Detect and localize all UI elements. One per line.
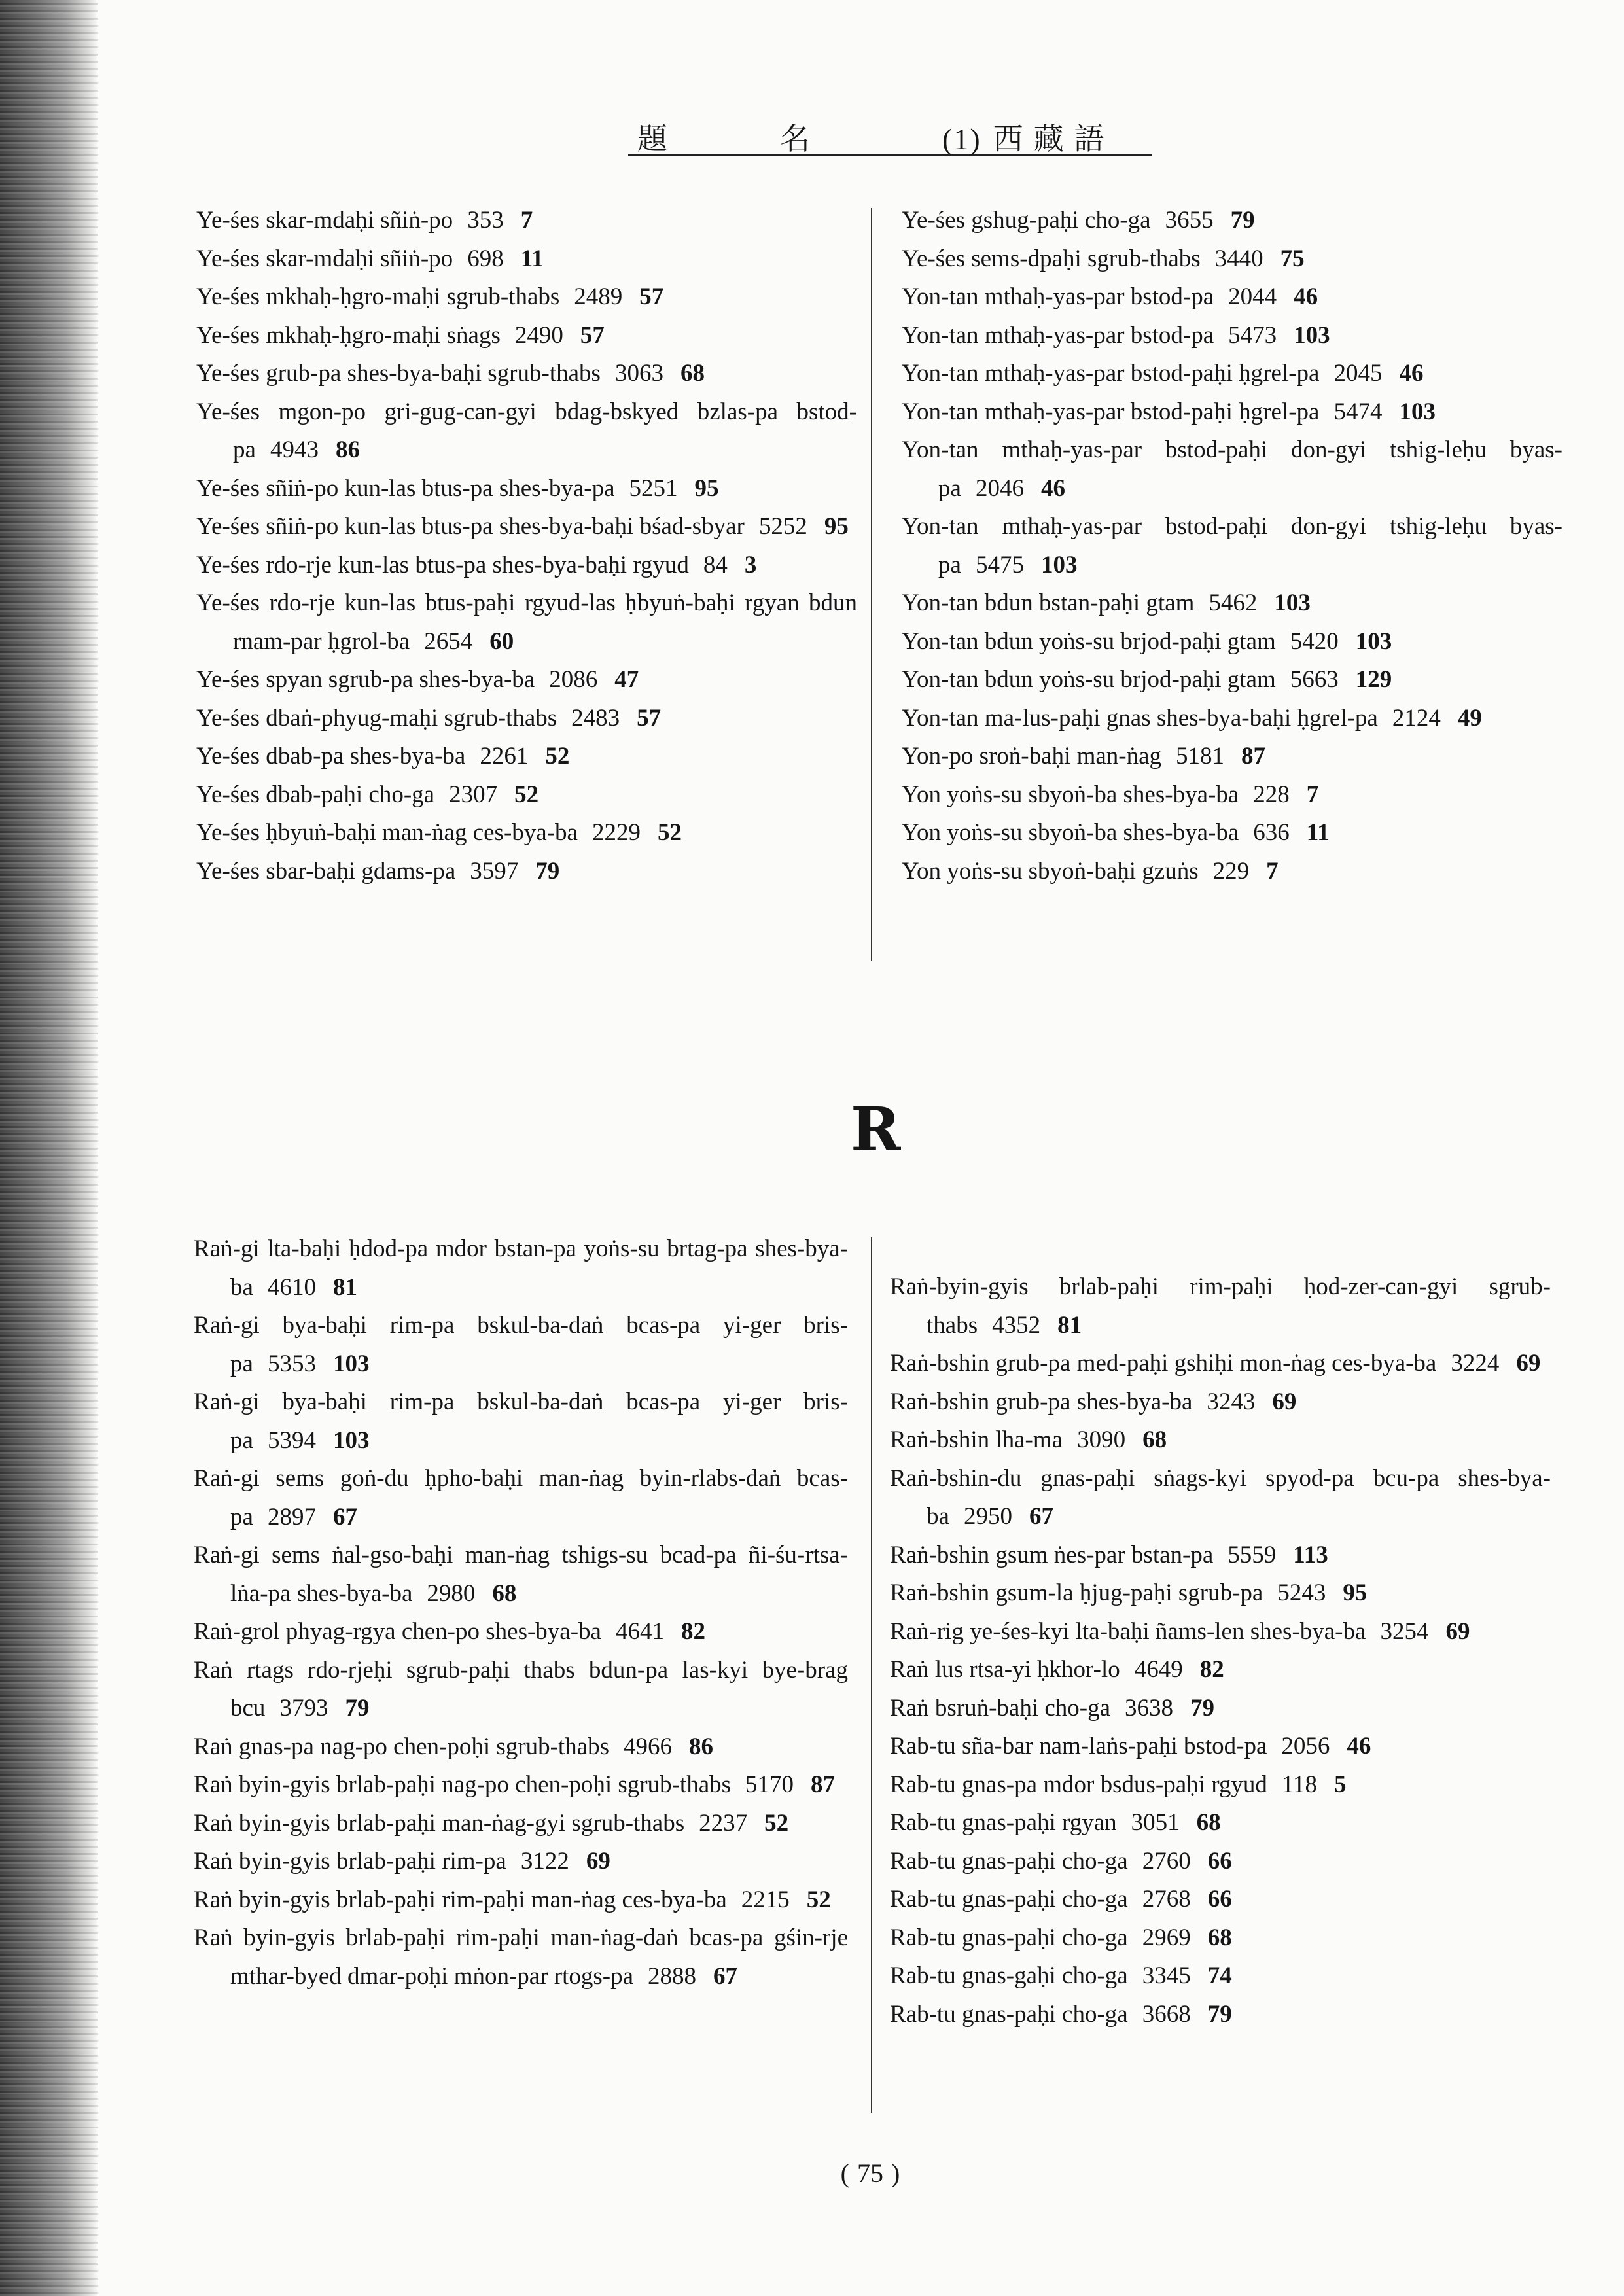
entry-title: Yon-tan mthaḥ-yas-par bstod-paḥi ḥgrel-pa [902, 398, 1320, 425]
entry-catalog-number: 3051 [1131, 1809, 1180, 1836]
entry-page-reference: 52 [657, 819, 682, 846]
entry-page-reference: 46 [1399, 360, 1424, 387]
entry-page-reference: 68 [1142, 1426, 1167, 1453]
index-entry [902, 623, 1562, 662]
entry-catalog-number: 2888 [648, 1962, 697, 1990]
index-entry [196, 355, 857, 393]
entry-title: Yon-tan mthaḥ-yas-par bstod-paḥi ḥgrel-pa [902, 360, 1320, 387]
entry-title: Raṅ byin-gyis brlab-paḥi rim-paḥi man-ṅag-daṅ bcas-pa gśin-rje mthar-byed dmar-poḥi mṅon-par rtogs-pa [194, 1924, 848, 1990]
entry-catalog-number: 5243 [1277, 1580, 1326, 1606]
entry-title: Ye-śes mkhaḥ-ḥgro-maḥi sṅags [196, 321, 501, 349]
entry-title: Raṅ-gi bya-baḥi rim-pa bskul-ba-daṅ bcas-pa yi-ger bris-pa [194, 1388, 848, 1454]
index-entry [196, 240, 857, 279]
entry-page-reference: 103 [332, 1350, 370, 1377]
index-entry [890, 1957, 1551, 1996]
entry-page-reference: 129 [1355, 666, 1392, 693]
entry-page-reference: 69 [1516, 1350, 1541, 1377]
index-entry [194, 1919, 848, 1996]
entry-catalog-number: 698 [467, 245, 504, 272]
entry-catalog-number: 2124 [1392, 704, 1441, 732]
entry-page-reference: 103 [332, 1426, 370, 1454]
entry-catalog-number: 5663 [1290, 666, 1339, 693]
entry-title: Rab-tu gnas-paḥi cho-ga [890, 1886, 1128, 1913]
entry-title: Raṅ-bshin grub-pa med-paḥi gshiḥi mon-ṅag ces-bya-ba [890, 1350, 1437, 1377]
index-entry [902, 317, 1562, 355]
entry-page-reference: 7 [1306, 781, 1319, 808]
entry-title: Ye-śes gshug-paḥi cho-ga [902, 207, 1151, 234]
entry-title: Rab-tu gnas-paḥi cho-ga [890, 2000, 1128, 2028]
entry-catalog-number: 2229 [591, 819, 641, 846]
entry-page-reference: 11 [520, 245, 544, 272]
index-entry [890, 1268, 1551, 1345]
index-entry [194, 1766, 848, 1805]
entry-title: Raṅ bsruṅ-baḥi cho-ga [890, 1694, 1111, 1722]
entry-catalog-number: 3597 [470, 857, 519, 885]
index-entry [194, 1805, 848, 1843]
entry-title: Yon-tan mthaḥ-yas-par bstod-paḥi don-gyi tshig-leḥu byas-pa [902, 436, 1562, 502]
entry-title: Yon yoṅs-su sbyoṅ-ba shes-bya-ba [902, 781, 1239, 808]
entry-catalog-number: 4610 [267, 1273, 316, 1301]
entry-catalog-number: 2768 [1142, 1886, 1191, 1913]
entry-page-reference: 95 [694, 474, 719, 502]
index-entry [890, 1536, 1551, 1575]
entry-catalog-number: 3224 [1451, 1350, 1500, 1377]
entry-page-reference: 86 [689, 1733, 713, 1760]
index-entry [890, 1613, 1551, 1651]
entry-title: Ye-śes sñiṅ-po kun-las btus-pa shes-bya-baḥi bśad-sbyar [196, 513, 745, 540]
entry-title: Raṅ-gi sems goṅ-du ḥpho-baḥi man-ṅag byin-rlabs-daṅ bcas-pa [194, 1465, 848, 1530]
entry-title: Raṅ byin-gyis brlab-paḥi nag-po chen-poḥi sgrub-thabs [194, 1771, 732, 1798]
entry-title: Ye-śes sems-dpaḥi sgrub-thabs [902, 245, 1201, 272]
header-language: 西藏語 [993, 122, 1115, 156]
entry-catalog-number: 5473 [1228, 321, 1277, 349]
entry-title: Raṅ-gi sems ṅal-gso-baḥi man-ṅag tshigs-su bcad-pa ñi-śu-rtsa-lṅa-pa shes-bya-ba [194, 1542, 848, 1607]
entry-page-reference: 95 [1343, 1580, 1368, 1606]
entry-title: Ye-śes skar-mdaḥi sñiṅ-po [196, 207, 453, 234]
entry-page-reference: 87 [1241, 743, 1266, 769]
entry-catalog-number: 4966 [624, 1733, 672, 1760]
entry-catalog-number: 5394 [267, 1426, 316, 1454]
index-entry [196, 699, 857, 738]
index-entry [196, 584, 857, 661]
entry-page-reference: 69 [1445, 1617, 1470, 1645]
entry-catalog-number: 3638 [1125, 1694, 1174, 1722]
index-entry [902, 661, 1562, 699]
entry-title: Rab-tu gnas-paḥi cho-ga [890, 1847, 1128, 1875]
entry-title: Ye-śes dbaṅ-phyug-maḥi sgrub-thabs [196, 704, 557, 732]
index-entry [196, 508, 857, 546]
entry-page-reference: 57 [637, 704, 662, 732]
entry-catalog-number: 2980 [427, 1580, 476, 1607]
entry-title: Rab-tu gnas-gaḥi cho-ga [890, 1962, 1128, 1989]
entry-title: Ye-śes dbab-pa shes-bya-ba [196, 743, 466, 769]
entry-page-reference: 79 [345, 1695, 370, 1722]
entry-title: Raṅ byin-gyis brlab-paḥi man-ṅag-gyi sgrub-thabs [194, 1809, 685, 1837]
footer-paren-open: ( [840, 2159, 849, 2188]
index-entry [196, 393, 857, 470]
entry-catalog-number: 84 [703, 551, 728, 578]
entry-title: Ye-śes spyan sgrub-pa shes-bya-ba [196, 666, 535, 693]
entry-page-reference: 52 [764, 1809, 789, 1837]
book-spine-shadow [0, 0, 98, 2296]
entry-page-reference: 103 [1355, 627, 1392, 655]
entry-title: Yon-tan bdun bstan-paḥi gtam [902, 590, 1195, 616]
entry-catalog-number: 228 [1253, 781, 1290, 808]
entry-title: Ye-śes mgon-po gri-gug-can-gyi bdag-bskyed bzlas-pa bstod-pa [196, 398, 857, 463]
header-section-number: (1) [942, 122, 981, 156]
index-entry [890, 1881, 1551, 1919]
entry-title: Ye-śes skar-mdaḥi sñiṅ-po [196, 245, 453, 272]
entry-title: Yon-tan bdun yoṅs-su brjod-paḥi gtam [902, 666, 1276, 693]
entry-title: Raṅ-rig ye-śes-kyi lta-baḥi ñams-len shes-bya-ba [890, 1617, 1366, 1645]
entry-page-reference: 68 [1207, 1924, 1232, 1951]
entry-catalog-number: 2950 [963, 1503, 1012, 1530]
index-entry [902, 278, 1562, 317]
entry-page-reference: 82 [680, 1618, 705, 1645]
index-entry [902, 355, 1562, 393]
index-entry [194, 1881, 848, 1920]
entry-catalog-number: 3254 [1380, 1617, 1429, 1645]
entry-title: Ye-śes sbar-baḥi gdams-pa [196, 857, 456, 885]
index-entry [902, 814, 1562, 853]
entry-page-reference: 67 [332, 1503, 357, 1530]
entry-title: Rab-tu gnas-paḥi rgyan [890, 1809, 1117, 1836]
entry-page-reference: 49 [1457, 704, 1482, 732]
entry-page-reference: 3 [744, 551, 757, 578]
index-entry [902, 508, 1562, 584]
entry-page-reference: 103 [1040, 551, 1078, 578]
index-entry [902, 699, 1562, 738]
entry-title: Raṅ-byin-gyis brlab-paḥi rim-paḥi ḥod-zer-can-gyi sgrub-thabs [890, 1273, 1551, 1339]
column-divider-bottom [871, 1237, 872, 2113]
index-entry [890, 1345, 1551, 1383]
entry-catalog-number: 5559 [1227, 1541, 1277, 1568]
index-entry [890, 1919, 1551, 1958]
index-entry [194, 1383, 848, 1460]
entry-catalog-number: 2045 [1333, 360, 1383, 387]
entry-page-reference: 68 [492, 1580, 517, 1607]
entry-page-reference: 75 [1280, 245, 1305, 272]
index-entry [902, 853, 1562, 891]
entry-catalog-number: 4649 [1134, 1656, 1183, 1683]
entry-page-reference: 74 [1207, 1962, 1232, 1989]
entry-catalog-number: 2046 [975, 474, 1024, 502]
entry-catalog-number: 229 [1212, 857, 1250, 885]
entry-page-reference: 46 [1347, 1733, 1371, 1759]
entry-page-reference: 52 [514, 781, 539, 808]
index-entry [890, 1727, 1551, 1766]
entry-catalog-number: 2237 [699, 1809, 748, 1837]
entry-page-reference: 79 [1230, 207, 1255, 234]
running-header [628, 110, 1152, 156]
entry-catalog-number: 2086 [549, 666, 598, 693]
entry-catalog-number: 2056 [1281, 1733, 1330, 1759]
index-entry [890, 1689, 1551, 1728]
entry-catalog-number: 5420 [1290, 627, 1339, 655]
entry-title: Raṅ-bshin gsum-la ḥjug-paḥi sgrub-pa [890, 1580, 1263, 1606]
entry-page-reference: 82 [1199, 1656, 1224, 1683]
entry-title: Raṅ lus rtsa-yi ḥkhor-lo [890, 1656, 1120, 1683]
footer-paren-close: ) [891, 2159, 900, 2188]
entry-catalog-number: 4943 [270, 436, 319, 463]
entry-catalog-number: 5170 [745, 1771, 794, 1798]
entry-catalog-number: 353 [467, 207, 504, 234]
entry-catalog-number: 2044 [1228, 283, 1277, 310]
entry-page-reference: 7 [520, 207, 533, 234]
entry-catalog-number: 2307 [449, 781, 498, 808]
entry-page-reference: 81 [1057, 1311, 1082, 1339]
index-entry [902, 240, 1562, 279]
entry-page-reference: 66 [1207, 1847, 1232, 1875]
entry-page-reference: 52 [806, 1886, 831, 1913]
entry-title: Raṅ-bshin gsum ṅes-par bstan-pa [890, 1541, 1214, 1568]
entry-title: Yon-tan mthaḥ-yas-par bstod-pa [902, 283, 1214, 310]
entry-page-reference: 103 [1274, 590, 1311, 616]
entry-catalog-number: 3122 [520, 1848, 569, 1875]
entry-catalog-number: 5353 [267, 1350, 316, 1377]
index-entry [890, 1574, 1551, 1613]
entry-title: Raṅ gnas-pa nag-po chen-poḥi sgrub-thabs [194, 1733, 609, 1760]
entry-catalog-number: 3063 [614, 360, 663, 387]
entry-catalog-number: 2969 [1142, 1924, 1191, 1951]
entry-page-reference: 69 [586, 1848, 610, 1875]
entry-catalog-number: 3668 [1142, 2000, 1191, 2028]
entry-page-reference: 67 [713, 1962, 738, 1990]
entry-title: Ye-śes ḥbyuṅ-baḥi man-ṅag ces-bya-ba [196, 819, 578, 846]
entry-page-reference: 46 [1040, 474, 1065, 502]
entry-catalog-number: 5252 [758, 513, 807, 540]
entry-page-reference: 103 [1399, 398, 1436, 425]
entry-catalog-number: 4641 [615, 1618, 664, 1645]
entry-page-reference: 87 [811, 1771, 836, 1798]
index-entry [194, 1460, 848, 1536]
index-entry [194, 1613, 848, 1651]
index-entry [890, 1996, 1551, 2034]
entry-catalog-number: 2489 [574, 283, 623, 310]
entry-catalog-number: 118 [1281, 1771, 1317, 1798]
entry-title: Ye-śes rdo-rje kun-las btus-pa shes-bya-baḥi rgyud [196, 551, 689, 578]
entry-page-reference: 79 [1190, 1694, 1215, 1722]
header-title-1: 題 [637, 122, 669, 156]
entry-title: Ye-śes dbab-paḥi cho-ga [196, 781, 435, 808]
entry-page-reference: 57 [639, 283, 664, 310]
entry-title: Ye-śes grub-pa shes-bya-baḥi sgrub-thabs [196, 360, 601, 387]
entry-title: Yon-tan mthaḥ-yas-par bstod-pa [902, 321, 1214, 349]
entry-page-reference: 57 [580, 321, 605, 349]
entry-column-bottom-right [890, 1268, 1551, 2034]
entry-title: Ye-śes sñiṅ-po kun-las btus-pa shes-bya-pa [196, 474, 615, 502]
entry-catalog-number: 3793 [279, 1695, 328, 1722]
index-entry [196, 776, 857, 815]
entry-page-reference: 46 [1294, 283, 1318, 310]
entry-catalog-number: 2760 [1142, 1847, 1191, 1875]
index-entry [194, 1843, 848, 1881]
entry-column-top-left [196, 202, 857, 891]
entry-catalog-number: 5462 [1209, 590, 1258, 616]
index-entry [196, 737, 857, 776]
entry-column-bottom-left [194, 1230, 848, 1996]
page-footer [785, 2161, 955, 2187]
entry-catalog-number: 3243 [1207, 1388, 1256, 1415]
entry-title: Yon yoṅs-su sbyoṅ-ba shes-bya-ba [902, 819, 1239, 846]
entry-catalog-number: 3440 [1214, 245, 1263, 272]
entry-catalog-number: 2261 [480, 743, 529, 769]
entry-page-reference: 11 [1306, 819, 1330, 846]
entry-catalog-number: 2215 [741, 1886, 790, 1913]
entry-title: Raṅ byin-gyis brlab-paḥi rim-pa [194, 1848, 506, 1875]
entry-catalog-number: 636 [1253, 819, 1290, 846]
entry-page-reference: 69 [1272, 1388, 1297, 1415]
entry-page-reference: 7 [1266, 857, 1279, 885]
entry-catalog-number: 2483 [571, 704, 620, 732]
entry-catalog-number: 2654 [424, 627, 473, 655]
entry-title: Raṅ-gi lta-baḥi ḥdod-pa mdor bstan-pa yoṅs-su brtag-pa shes-bya-ba [194, 1235, 848, 1301]
entry-title: Raṅ-grol phyag-rgya chen-po shes-bya-ba [194, 1618, 601, 1645]
index-entry [196, 202, 857, 240]
entry-title: Raṅ-bshin lha-ma [890, 1426, 1063, 1453]
entry-catalog-number: 5251 [629, 474, 678, 502]
index-entry [196, 278, 857, 317]
index-entry [890, 1843, 1551, 1881]
index-entry [890, 1460, 1551, 1536]
entry-catalog-number: 5475 [975, 551, 1024, 578]
index-entry [196, 661, 857, 699]
index-entry [902, 737, 1562, 776]
column-divider-top [871, 208, 872, 961]
entry-catalog-number: 3655 [1165, 207, 1214, 234]
entry-page-reference: 86 [335, 436, 360, 463]
index-entry [902, 431, 1562, 508]
entry-column-top-right [902, 202, 1562, 891]
entry-page-reference: 47 [614, 666, 639, 693]
entry-title: Raṅ-bshin grub-pa shes-bya-ba [890, 1388, 1193, 1415]
entry-title: Ye-śes rdo-rje kun-las btus-paḥi rgyud-las ḥbyuṅ-baḥi rgyan bdun rnam-par ḥgrol-ba [196, 590, 857, 655]
entry-title: Ye-śes mkhaḥ-ḥgro-maḥi sgrub-thabs [196, 283, 560, 310]
entry-page-reference: 67 [1029, 1503, 1053, 1530]
entry-page-reference: 103 [1294, 321, 1330, 349]
index-entry [194, 1728, 848, 1767]
section-letter: R [851, 1094, 901, 1165]
entry-page-reference: 79 [535, 857, 560, 885]
entry-page-reference: 68 [1196, 1809, 1221, 1836]
entry-title: Rab-tu gnas-pa mdor bsdus-paḥi rgyud [890, 1771, 1267, 1798]
index-entry [196, 853, 857, 891]
index-entry [194, 1230, 848, 1307]
page-number: 75 [857, 2159, 883, 2188]
entry-catalog-number: 4352 [992, 1311, 1041, 1339]
entry-title: Rab-tu sña-bar nam-laṅs-paḥi bstod-pa [890, 1733, 1267, 1759]
entry-page-reference: 52 [545, 743, 570, 769]
index-entry [196, 317, 857, 355]
index-entry [196, 814, 857, 853]
header-title-2: 名 [780, 122, 811, 156]
entry-title: Raṅ-bshin-du gnas-paḥi sṅags-kyi spyod-pa bcu-pa shes-bya-ba [890, 1464, 1551, 1530]
index-entry [902, 584, 1562, 623]
entry-catalog-number: 2490 [514, 321, 563, 349]
entry-catalog-number: 3090 [1077, 1426, 1126, 1453]
entry-catalog-number: 2897 [267, 1503, 316, 1530]
index-entry [196, 470, 857, 508]
entry-title: Yon-po sroṅ-baḥi man-ṅag [902, 743, 1162, 769]
entry-page-reference: 95 [824, 513, 849, 540]
entry-title: Yon-tan ma-lus-paḥi gnas shes-bya-baḥi ḥgrel-pa [902, 704, 1378, 732]
index-entry [890, 1804, 1551, 1843]
index-entry [902, 393, 1562, 432]
entry-page-reference: 60 [489, 627, 514, 655]
entry-title: Yon-tan bdun yoṅs-su brjod-paḥi gtam [902, 627, 1276, 655]
entry-page-reference: 113 [1293, 1541, 1328, 1568]
index-entry [902, 202, 1562, 240]
entry-title: Raṅ rtags rdo-rjeḥi sgrub-paḥi thabs bdun-pa las-kyi bye-brag bcu [194, 1656, 848, 1722]
index-entry [890, 1651, 1551, 1689]
entry-page-reference: 66 [1207, 1886, 1232, 1913]
entry-catalog-number: 3345 [1142, 1962, 1191, 1989]
index-entry [196, 546, 857, 585]
index-entry [194, 1651, 848, 1728]
entry-title: Yon yoṅs-su sbyoṅ-baḥi gzuṅs [902, 857, 1199, 885]
entry-title: Rab-tu gnas-paḥi cho-ga [890, 1924, 1128, 1951]
index-entry [194, 1307, 848, 1383]
entry-page-reference: 5 [1333, 1771, 1347, 1798]
entry-page-reference: 79 [1207, 2000, 1232, 2028]
entry-page-reference: 68 [680, 360, 705, 387]
entry-page-reference: 81 [332, 1273, 357, 1301]
index-entry [890, 1766, 1551, 1805]
index-entry [890, 1383, 1551, 1422]
entry-catalog-number: 5474 [1333, 398, 1383, 425]
entry-title: Raṅ-gi bya-baḥi rim-pa bskul-ba-daṅ bcas-pa yi-ger bris-pa [194, 1312, 848, 1377]
entry-title: Yon-tan mthaḥ-yas-par bstod-paḥi don-gyi tshig-leḥu byas-pa [902, 513, 1562, 578]
index-entry [902, 776, 1562, 815]
entry-title: Raṅ byin-gyis brlab-paḥi rim-paḥi man-ṅag ces-bya-ba [194, 1886, 727, 1913]
index-entry [194, 1536, 848, 1613]
index-entry [890, 1421, 1551, 1460]
entry-catalog-number: 5181 [1176, 743, 1225, 769]
